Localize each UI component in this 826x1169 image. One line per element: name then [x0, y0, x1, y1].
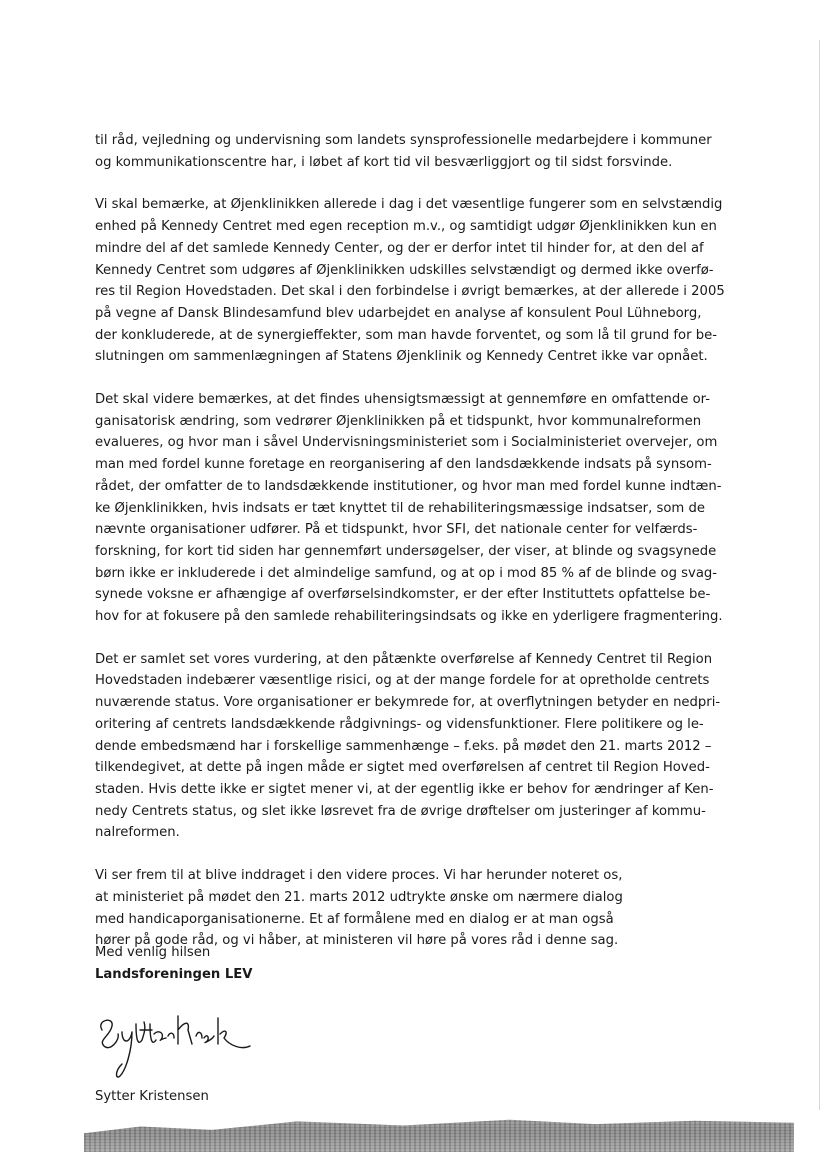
text-line: ke Øjenklinikken, hvis indsats er tæt knyttet til de rehabiliteringsmæssige indsatser, som de	[95, 500, 705, 516]
text-line: hov for at fokusere på den samlede rehabiliteringsindsats og ikke en yderligere fragmentering.	[95, 609, 723, 625]
scan-edge-artifact	[84, 1118, 794, 1152]
text-line: nuværende status. Vore organisationer er bekymrede for, at overflytningen betyder en nedpri-	[95, 695, 721, 711]
page-edge-line	[819, 40, 820, 1110]
closing-block	[95, 942, 253, 985]
text-line: forskning, for kort tid siden har gennemført undersøgelser, der viser, at blinde og svagsynede	[95, 543, 717, 559]
text-line: Det er samlet set vores vurdering, at den påtænkte overførelse af Kennedy Centret til Region	[95, 651, 713, 667]
text-line: til råd, vejledning og undervisning som landets synsprofessionelle medarbejdere i kommuner	[95, 133, 712, 148]
text-line: enhed på Kennedy Centret med egen reception m.v., og samtidigt udgør Øjenklinikken kun en	[95, 219, 717, 235]
text-line: slutningen om sammenlægningen af Statens Øjenklinik og Kennedy Centret ikke var opnået.	[95, 349, 708, 365]
text-line: at ministeriet på mødet den 21. marts 2012 udtrykte ønske om nærmere dialog	[95, 889, 623, 905]
organization-name: Landsforeningen LEV	[95, 966, 253, 982]
text-line: Hovedstaden indebærer væsentlige risici, og at der mange fordele for at opretholde centrets	[95, 673, 710, 689]
closing-greeting: Med venlig hilsen	[95, 945, 211, 960]
text-line: tilkendegivet, at dette på ingen måde er sigtet med overførelsen af centret til Region Hoved-	[95, 760, 710, 776]
text-line: Kennedy Centret som udgøres af Øjenklinikken udskilles selvstændigt og dermed ikke overfø-	[95, 262, 714, 278]
text-line: man med fordel kunne foretage en reorganisering af den landsdækkende indsats på synsom-	[95, 457, 712, 473]
letter-paragraph	[95, 194, 735, 368]
letter-paragraph	[95, 389, 735, 628]
text-line: på vegne af Dansk Blindesamfund blev udarbejdet en analyse af konsulent Poul Lühneborg,	[95, 305, 702, 321]
text-line: nævnte organisationer udfører. På et tidspunkt, hvor SFI, det nationale center for velfærds-	[95, 522, 698, 538]
text-line: staden. Hvis dette ikke er sigtet mener vi, at der egentlig ikke er behov for ændringer af Ken-	[95, 781, 714, 797]
text-line: evalueres, og hvor man i såvel Undervisningsministeriet som i Socialministeriet overvejer, om	[95, 435, 718, 451]
signer-name: Sytter Kristensen	[95, 1089, 209, 1104]
letter-paragraph	[95, 865, 735, 952]
text-line: der konkluderede, at de synergieffekter, som man havde forventet, og som lå til grund for be-	[95, 327, 717, 343]
text-line: oritering af centrets landsdækkende rådgivnings- og vidensfunktioner. Flere politikere og le-	[95, 716, 704, 732]
letter-paragraph	[95, 130, 735, 173]
letter-paragraph	[95, 649, 735, 844]
letter-body	[95, 130, 735, 973]
text-line: Det skal videre bemærkes, at det findes uhensigtsmæssigt at gennemføre en omfattende or-	[95, 392, 710, 408]
text-line: Vi ser frem til at blive inddraget i den videre proces. Vi har herunder noteret os,	[95, 868, 623, 884]
text-line: Vi skal bemærke, at Øjenklinikken allerede i dag i det væsentlige fungerer som en selvstændig	[95, 197, 723, 213]
handwritten-signature-icon	[92, 1010, 252, 1085]
text-line: synede voksne er afhængige af overførselsindkomster, er der efter Instituttets opfattelse be-	[95, 587, 711, 603]
text-line: mindre del af det samlede Kennedy Center, og der er derfor intet til hinder for, at den del af	[95, 240, 704, 256]
text-line: og kommunikationscentre har, i løbet af kort tid vil besværliggjort og til sidst forsvinde.	[95, 154, 673, 170]
text-line: ganisatorisk ændring, som vedrører Øjenklinikken på et tidspunkt, hvor kommunalreformen	[95, 413, 702, 429]
text-line: med handicaporganisationerne. Et af formålene med en dialog er at man også	[95, 911, 614, 927]
text-line: nedy Centrets status, og slet ikke løsrevet fra de øvrige drøftelser om justeringer af kommu-	[95, 803, 706, 819]
text-line: res til Region Hovedstaden. Det skal i den forbindelse i øvrigt bemærkes, at der allerede i 2005	[95, 284, 725, 300]
text-line: børn ikke er inkluderede i det almindelige samfund, og at op i mod 85 % af de blinde og svag-	[95, 565, 718, 581]
text-line: rådet, der omfatter de to landsdækkende institutioner, og hvor man med fordel kunne indtæn-	[95, 478, 722, 494]
text-line: nalreformen.	[95, 825, 180, 841]
text-line: dende embedsmænd har i forskellige sammenhænge – f.eks. på mødet den 21. marts 2012 –	[95, 738, 712, 754]
text-line: hører på gode råd, og vi håber, at ministeren vil høre på vores råd i denne sag.	[95, 933, 619, 949]
